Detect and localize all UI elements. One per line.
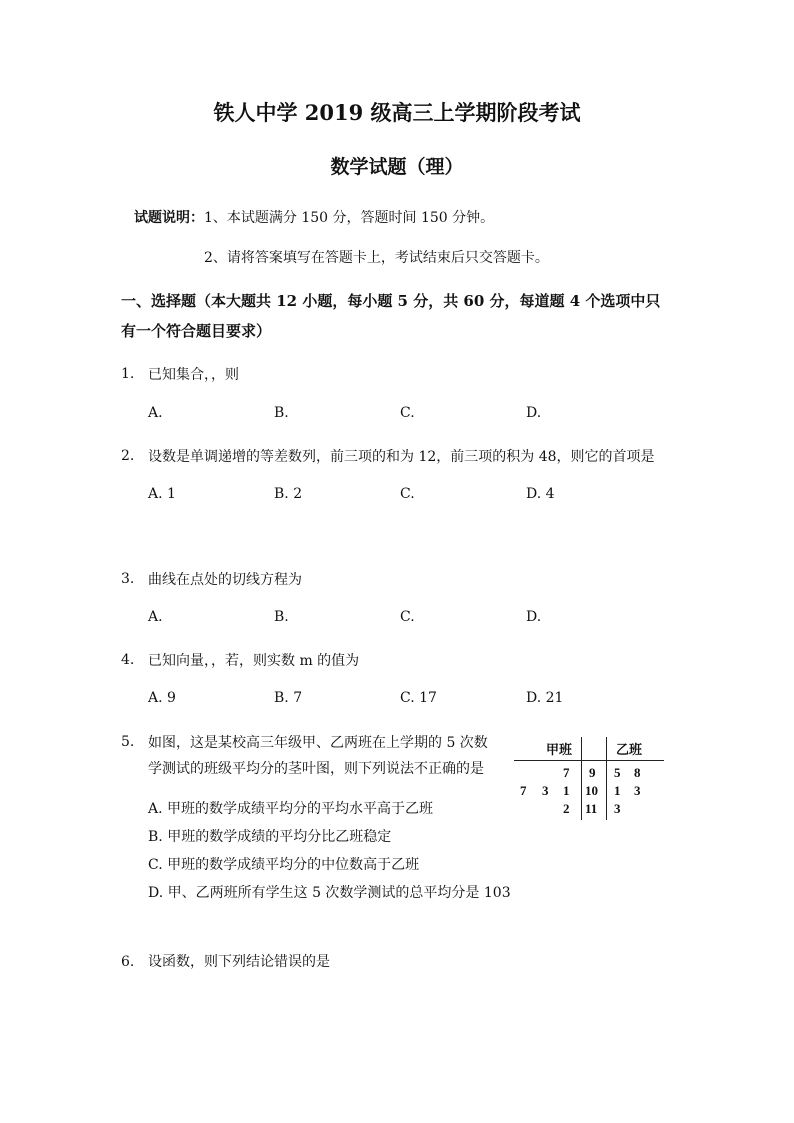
question-number: 5. xyxy=(121,734,135,750)
option-d: D. 甲、乙两班所有学生这 5 次数学测试的总平均分是 103 xyxy=(148,885,511,901)
stem: 11 xyxy=(585,801,598,816)
question-text: 设数是单调递增的等差数列，前三项的和为 12，前三项的积为 48，则它的首项是 xyxy=(148,449,655,465)
question-number: 1. xyxy=(121,366,135,382)
option-c: C. 17 xyxy=(400,690,437,706)
leaf-right: 3 xyxy=(634,783,641,798)
question-number: 4. xyxy=(121,652,135,668)
section-title-line1: 一、选择题（本大题共 12 小题，每小题 5 分，共 60 分，每道题 4 个选项中只 xyxy=(121,292,661,310)
instructions-line2: 2、请将答案填写在答题卡上，考试结束后只交答题卡。 xyxy=(204,250,549,266)
instructions-label: 试题说明： xyxy=(134,210,204,226)
stem: 10 xyxy=(585,783,598,798)
question-text: 已知向量，，若，则实数 m 的值为 xyxy=(148,653,360,669)
leaf-right: 5 xyxy=(614,765,621,780)
stem-leaf-left-header: 甲班 xyxy=(546,742,573,757)
question-number: 6. xyxy=(121,954,135,970)
option-a: A. xyxy=(148,609,163,625)
option-c: C. xyxy=(400,405,415,421)
option-a: A. 9 xyxy=(148,690,176,706)
question-text: 已知集合，，则 xyxy=(148,367,239,383)
option-a: A. 甲班的数学成绩平均分的平均水平高于乙班 xyxy=(148,801,434,817)
option-b: B. xyxy=(274,609,289,625)
leaf-right: 3 xyxy=(614,801,621,816)
option-b: B. 2 xyxy=(274,486,303,502)
question-text: 设函数，则下列结论错误的是 xyxy=(148,954,330,970)
leaf-right: 8 xyxy=(634,765,641,780)
exam-title: 铁人中学 2019 级高三上学期阶段考试 xyxy=(213,100,581,125)
question-text-line1: 如图，这是某校高三年级甲、乙两班在上学期的 5 次数 xyxy=(148,735,488,751)
stem: 9 xyxy=(589,765,596,780)
question-number: 3. xyxy=(121,571,135,587)
option-d: D. xyxy=(526,609,542,625)
option-c: C. xyxy=(400,486,415,502)
section-title-line2: 有一个符合题目要求） xyxy=(121,322,272,340)
stem-leaf-right-header: 乙班 xyxy=(616,742,643,757)
stem-leaf-plot xyxy=(510,735,670,825)
leaf-left: 1 xyxy=(563,783,570,798)
question-text: 曲线在点处的切线方程为 xyxy=(148,572,302,588)
stem-leaf-right-divider xyxy=(606,737,607,820)
question-number: 2. xyxy=(121,448,135,464)
stem-leaf-left-divider xyxy=(581,737,582,820)
question-text-line2: 学测试的班级平均分的茎叶图，则下列说法不正确的是 xyxy=(148,761,484,777)
leaf-left: 2 xyxy=(563,801,570,816)
exam-subtitle: 数学试题（理） xyxy=(330,156,464,178)
option-c: C. xyxy=(400,609,415,625)
instructions-text1: 1、本试题满分 150 分，答题时间 150 分钟。 xyxy=(204,210,495,226)
leaf-left: 3 xyxy=(542,783,549,798)
option-b: B. xyxy=(274,405,289,421)
option-a: A. xyxy=(148,405,163,421)
stem-leaf-header-rule xyxy=(514,760,664,761)
leaf-left: 7 xyxy=(563,765,570,780)
option-c: C. 甲班的数学成绩平均分的中位数高于乙班 xyxy=(148,857,420,873)
option-b: B. 甲班的数学成绩的平均分比乙班稳定 xyxy=(148,829,392,845)
option-d: D. 4 xyxy=(526,486,555,502)
leaf-left: 7 xyxy=(520,783,527,798)
leaf-right: 1 xyxy=(614,783,621,798)
option-d: D. xyxy=(526,405,542,421)
option-b: B. 7 xyxy=(274,690,303,706)
option-d: D. 21 xyxy=(526,690,564,706)
instructions-line1 xyxy=(134,207,494,227)
option-a: A. 1 xyxy=(148,486,176,502)
